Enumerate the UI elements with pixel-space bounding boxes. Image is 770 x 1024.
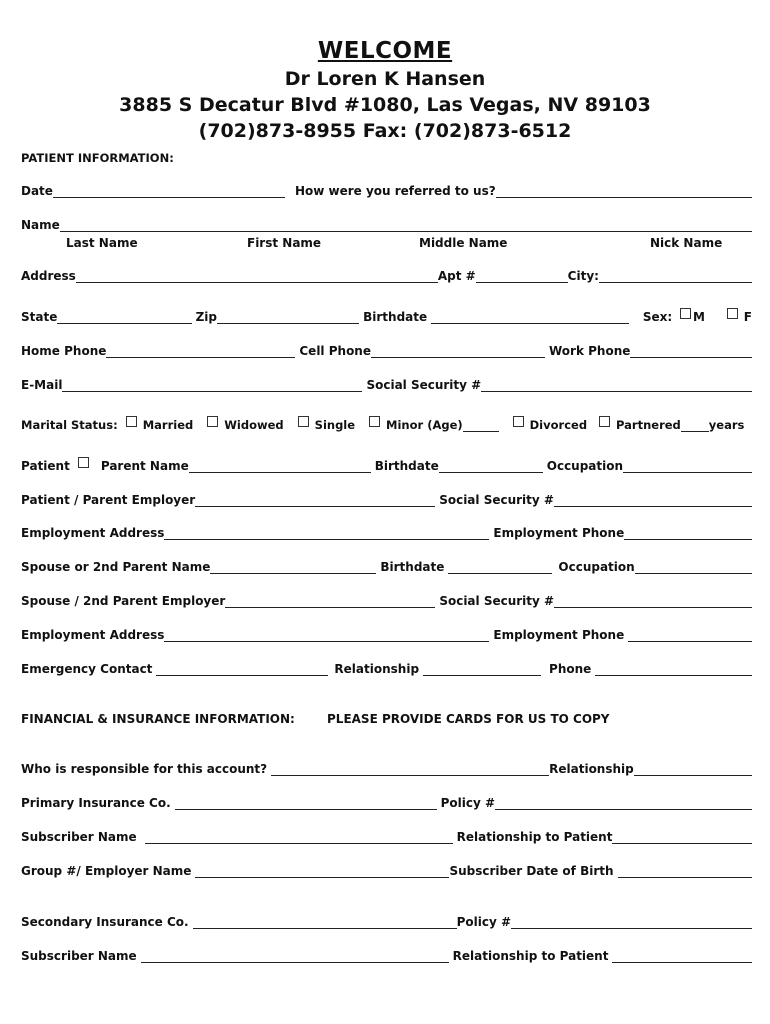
secondary-insurance-field[interactable] bbox=[193, 914, 457, 929]
minor-age-field[interactable] bbox=[463, 417, 499, 432]
employment-address-field-1[interactable] bbox=[164, 525, 489, 540]
row-subscriber-1 bbox=[21, 826, 752, 844]
last-name-caption: Last Name bbox=[66, 236, 138, 250]
zip-label: Zip bbox=[195, 310, 218, 324]
spouse-ssn-label: Social Security # bbox=[439, 594, 555, 608]
secondary-insurance-label: Secondary Insurance Co. bbox=[21, 915, 189, 929]
primary-policy-field[interactable] bbox=[495, 795, 752, 810]
employment-address-label-1: Employment Address bbox=[21, 526, 165, 540]
spouse-birthdate-label: Birthdate bbox=[380, 560, 445, 574]
spouse-occupation-field[interactable] bbox=[635, 559, 752, 574]
office-address: 3885 S Decatur Blvd #1080, Las Vegas, NV 89103 bbox=[119, 94, 651, 116]
spouse-employer-field[interactable] bbox=[225, 593, 435, 608]
ssn-label: Social Security # bbox=[366, 378, 482, 392]
work-phone-field[interactable] bbox=[630, 343, 752, 358]
subscriber-dob-label: Subscriber Date of Birth bbox=[449, 864, 614, 878]
apt-field[interactable] bbox=[476, 268, 568, 283]
row-email bbox=[21, 374, 752, 392]
sex-m-checkbox[interactable] bbox=[680, 308, 691, 319]
subscriber-field-2[interactable] bbox=[141, 948, 449, 963]
row-address bbox=[21, 265, 752, 283]
sex-f-label: F bbox=[743, 310, 752, 324]
parent-birthdate-label: Birthdate bbox=[374, 459, 439, 473]
row-secondary-insurance bbox=[21, 911, 752, 929]
row-employment-address-1 bbox=[21, 522, 752, 540]
row-marital bbox=[21, 414, 752, 432]
spouse-name-field[interactable] bbox=[210, 559, 376, 574]
emergency-contact-label: Emergency Contact bbox=[21, 662, 153, 676]
partnered-label: Partnered bbox=[616, 418, 681, 432]
row-parent bbox=[21, 455, 752, 473]
primary-insurance-label: Primary Insurance Co. bbox=[21, 796, 171, 810]
row-patient-employer bbox=[21, 489, 752, 507]
partnered-checkbox[interactable] bbox=[599, 416, 610, 427]
patient-employer-ssn-field[interactable] bbox=[554, 492, 752, 507]
cell-phone-label: Cell Phone bbox=[299, 344, 371, 358]
spouse-occupation-label: Occupation bbox=[558, 560, 635, 574]
marital-label: Marital Status: bbox=[21, 418, 118, 432]
name-field[interactable] bbox=[60, 217, 752, 232]
rel-patient-label-2: Relationship to Patient bbox=[452, 949, 609, 963]
parent-birthdate-field[interactable] bbox=[439, 458, 543, 473]
married-checkbox[interactable] bbox=[126, 416, 137, 427]
row-primary-insurance bbox=[21, 792, 752, 810]
employment-address-field-2[interactable] bbox=[164, 627, 489, 642]
doctor-name: Dr Loren K Hansen bbox=[284, 68, 486, 90]
cell-phone-field[interactable] bbox=[371, 343, 545, 358]
primary-policy-label: Policy # bbox=[440, 796, 496, 810]
financial-section-title: FINANCIAL & INSURANCE INFORMATION: bbox=[21, 712, 295, 726]
work-phone-label: Work Phone bbox=[549, 344, 631, 358]
emergency-contact-field[interactable] bbox=[156, 661, 328, 676]
emergency-phone-field[interactable] bbox=[595, 661, 752, 676]
patient-employer-field[interactable] bbox=[195, 492, 435, 507]
row-employment-address-2 bbox=[21, 624, 752, 642]
rel-patient-field-1[interactable] bbox=[612, 829, 752, 844]
patient-checkbox[interactable] bbox=[78, 457, 89, 468]
parent-name-label: Parent Name bbox=[100, 459, 189, 473]
minor-label: Minor (Age) bbox=[386, 418, 463, 432]
employment-phone-field-2[interactable] bbox=[628, 627, 752, 642]
employment-phone-label-1: Employment Phone bbox=[493, 526, 625, 540]
state-field[interactable] bbox=[57, 309, 191, 324]
office-phones: (702)873-8955 Fax: (702)873-6512 bbox=[198, 120, 572, 142]
patient-label: Patient bbox=[21, 459, 70, 473]
parent-occupation-field[interactable] bbox=[623, 458, 752, 473]
employment-address-label-2: Employment Address bbox=[21, 628, 165, 642]
row-spouse bbox=[21, 556, 752, 574]
group-label: Group #/ Employer Name bbox=[21, 864, 192, 878]
secondary-policy-field[interactable] bbox=[511, 914, 752, 929]
rel-patient-label-1: Relationship to Patient bbox=[456, 830, 613, 844]
date-field[interactable] bbox=[53, 183, 285, 198]
row-date bbox=[21, 180, 752, 198]
referred-label: How were you referred to us? bbox=[294, 184, 496, 198]
financial-note: PLEASE PROVIDE CARDS FOR US TO COPY bbox=[327, 712, 610, 726]
responsible-field[interactable] bbox=[271, 761, 549, 776]
row-state bbox=[21, 306, 752, 324]
secondary-policy-label: Policy # bbox=[456, 915, 512, 929]
subscriber-dob-field[interactable] bbox=[618, 863, 752, 878]
birthdate-label: Birthdate bbox=[363, 310, 428, 324]
apt-label: Apt # bbox=[437, 269, 476, 283]
group-field[interactable] bbox=[195, 863, 449, 878]
row-spouse-employer bbox=[21, 590, 752, 608]
single-label: Single bbox=[314, 418, 356, 432]
emergency-phone-label: Phone bbox=[549, 662, 592, 676]
nick-name-caption: Nick Name bbox=[650, 236, 723, 250]
sex-label: Sex: bbox=[642, 310, 673, 324]
married-label: Married bbox=[142, 418, 194, 432]
first-name-caption: First Name bbox=[247, 236, 322, 250]
responsible-label: Who is responsible for this account? bbox=[21, 762, 268, 776]
city-label: City: bbox=[567, 269, 599, 283]
emergency-relationship-label: Relationship bbox=[334, 662, 420, 676]
row-name bbox=[21, 214, 752, 232]
referred-field[interactable] bbox=[496, 183, 752, 198]
row-emergency bbox=[21, 658, 752, 676]
sex-f-checkbox[interactable] bbox=[727, 308, 738, 319]
address-field[interactable] bbox=[76, 268, 438, 283]
subscriber-label-1: Subscriber Name bbox=[21, 830, 137, 844]
minor-checkbox[interactable] bbox=[369, 416, 380, 427]
patient-employer-ssn-label: Social Security # bbox=[439, 493, 554, 507]
divorced-checkbox[interactable] bbox=[513, 416, 524, 427]
date-label: Date bbox=[21, 184, 53, 198]
parent-name-field[interactable] bbox=[189, 458, 371, 473]
home-phone-label: Home Phone bbox=[21, 344, 107, 358]
row-phones bbox=[21, 340, 752, 358]
address-label: Address bbox=[21, 269, 76, 283]
responsible-relationship-field[interactable] bbox=[634, 761, 752, 776]
row-group bbox=[21, 860, 752, 878]
widowed-checkbox[interactable] bbox=[207, 416, 218, 427]
spouse-ssn-field[interactable] bbox=[554, 593, 752, 608]
row-responsible bbox=[21, 758, 752, 776]
subscriber-label-2: Subscriber Name bbox=[21, 949, 137, 963]
partnered-years-field[interactable] bbox=[681, 417, 709, 432]
years-label: years bbox=[708, 418, 745, 432]
middle-name-caption: Middle Name bbox=[419, 236, 508, 250]
spouse-name-label: Spouse or 2nd Parent Name bbox=[21, 560, 211, 574]
spouse-employer-label: Spouse / 2nd Parent Employer bbox=[21, 594, 226, 608]
email-label: E-Mail bbox=[21, 378, 63, 392]
emergency-relationship-field[interactable] bbox=[423, 661, 541, 676]
employment-phone-field-1[interactable] bbox=[624, 525, 752, 540]
email-field[interactable] bbox=[62, 377, 362, 392]
primary-insurance-field[interactable] bbox=[175, 795, 437, 810]
form-title: WELCOME bbox=[317, 38, 453, 64]
birthdate-field[interactable] bbox=[431, 309, 629, 324]
state-label: State bbox=[21, 310, 58, 324]
subscriber-field-1[interactable] bbox=[145, 829, 453, 844]
city-field[interactable] bbox=[599, 268, 752, 283]
ssn-field[interactable] bbox=[481, 377, 752, 392]
responsible-relationship-label: Relationship bbox=[549, 762, 634, 776]
parent-occupation-label: Occupation bbox=[546, 459, 624, 473]
spouse-birthdate-field[interactable] bbox=[448, 559, 552, 574]
patient-employer-label: Patient / Parent Employer bbox=[21, 493, 196, 507]
rel-patient-field-2[interactable] bbox=[612, 948, 752, 963]
sex-m-label: M bbox=[693, 310, 705, 324]
home-phone-field[interactable] bbox=[106, 343, 295, 358]
row-subscriber-2 bbox=[21, 945, 752, 963]
divorced-label: Divorced bbox=[529, 418, 588, 432]
name-label: Name bbox=[21, 218, 60, 232]
zip-field[interactable] bbox=[217, 309, 359, 324]
single-checkbox[interactable] bbox=[298, 416, 309, 427]
employment-phone-label-2: Employment Phone bbox=[493, 628, 625, 642]
patient-section-title: PATIENT INFORMATION: bbox=[21, 151, 174, 165]
widowed-label: Widowed bbox=[224, 418, 284, 432]
